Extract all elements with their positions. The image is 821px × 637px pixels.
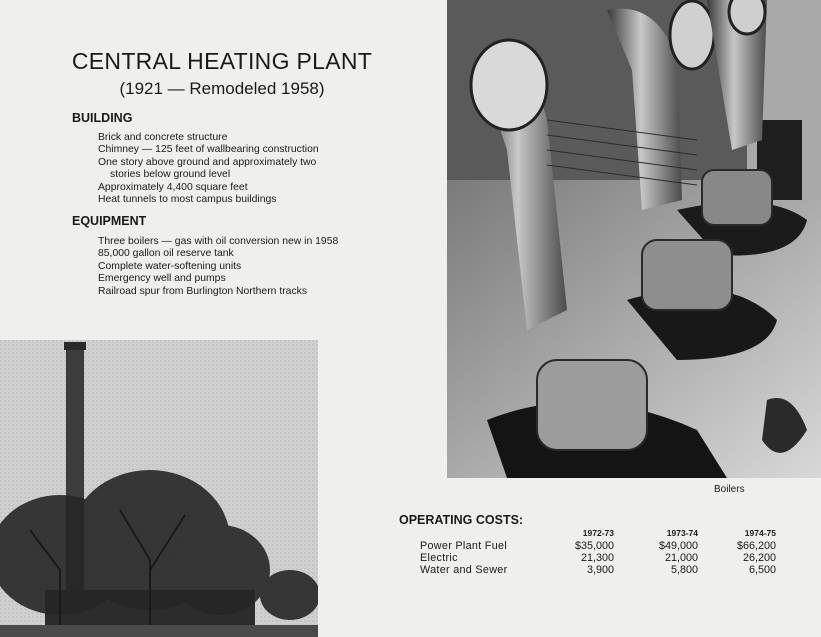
cost-value: 26,200 xyxy=(742,552,776,564)
cost-label: Power Plant Fuel xyxy=(420,540,508,552)
list-item: One story above ground and approximately two xyxy=(98,156,317,168)
operating-costs-heading: OPERATING COSTS: xyxy=(399,513,524,527)
building-list xyxy=(98,132,319,206)
cost-value: 3,900 xyxy=(586,564,614,576)
boiler-room-photo xyxy=(447,0,821,478)
page-subtitle: (1921 — Remodeled 1958) xyxy=(119,79,325,98)
equipment-heading: EQUIPMENT xyxy=(72,214,147,228)
cost-value: 21,000 xyxy=(664,552,698,564)
building-heading: BUILDING xyxy=(72,111,133,125)
table-row xyxy=(420,564,776,576)
list-item: Heat tunnels to most campus buildings xyxy=(98,194,277,206)
list-item: stories below ground level xyxy=(110,169,231,181)
equipment-list xyxy=(98,236,338,298)
column-header-year: 1974-75 xyxy=(744,528,776,538)
list-item: Emergency well and pumps xyxy=(98,273,226,285)
column-header-year: 1973-74 xyxy=(666,528,698,538)
cost-value: 6,500 xyxy=(748,564,776,576)
column-header-label xyxy=(420,528,540,540)
table-row xyxy=(420,540,776,552)
page-title: CENTRAL HEATING PLANT xyxy=(71,48,373,74)
cost-label: Water and Sewer xyxy=(420,564,508,576)
column-header-year: 1972-73 xyxy=(582,528,614,538)
list-item: Chimney — 125 feet of wallbearing construction xyxy=(98,144,319,156)
cost-value: 5,800 xyxy=(670,564,698,576)
cost-value: $49,000 xyxy=(658,540,698,552)
table-row xyxy=(420,552,776,564)
list-item: Complete water-softening units xyxy=(98,260,242,272)
cost-value: $66,200 xyxy=(736,540,776,552)
list-item: 85,000 gallon oil reserve tank xyxy=(98,248,234,260)
boilers-caption: Boilers xyxy=(714,484,745,495)
list-item: Railroad spur from Burlington Northern tracks xyxy=(98,285,308,297)
plant-exterior-photo xyxy=(0,340,318,637)
cost-label: Electric xyxy=(420,552,458,564)
table-header-row xyxy=(420,528,776,540)
list-item: Three boilers — gas with oil conversion new in 1958 xyxy=(98,236,339,247)
list-item: Brick and concrete structure xyxy=(98,132,228,143)
list-item: Approximately 4,400 square feet xyxy=(98,181,248,193)
cost-value: 21,300 xyxy=(580,552,614,564)
cost-value: $35,000 xyxy=(574,540,614,552)
operating-costs-table xyxy=(420,528,776,576)
